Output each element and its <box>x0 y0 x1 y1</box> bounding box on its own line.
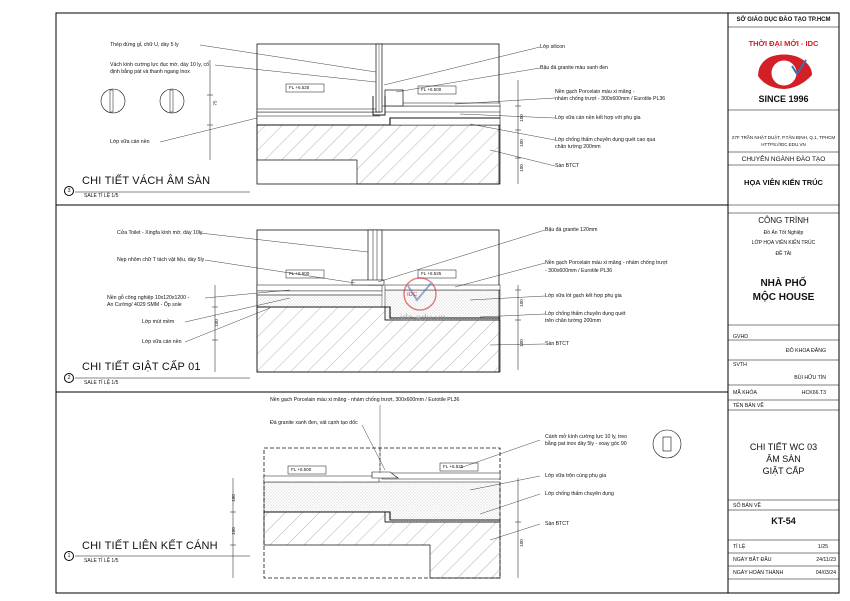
callout-d2-r0: Bậu đá granite 120mm <box>545 227 598 233</box>
tb-project-label: CÔNG TRÌNH <box>758 216 809 225</box>
callout-d1-r0: Cánh mở kính cường lực 10 ly, treo <box>545 434 627 440</box>
dim-d3-0: 75 <box>212 100 218 106</box>
level-d3-0: FL +6.525 <box>289 85 310 90</box>
tb-class-label: MÃ KHÓA <box>733 390 757 396</box>
tb-svth-label: SVTH <box>733 362 747 368</box>
tb-class: HCK66.T3 <box>801 390 826 396</box>
callout-d2-l4: Lớp mút mềm <box>142 319 175 325</box>
tb-sheet-name-line1: CHI TIẾT WC 03 <box>749 442 818 452</box>
callout-d3-r5: Lớp chống thấm chuyên dụng quét cao qua <box>555 137 656 143</box>
tb-topic-line1: NHÀ PHỐ <box>760 278 807 289</box>
tb-project-sub1: Đồ Án Tốt Nghiệp <box>763 230 804 236</box>
tb-topic-line2: MỘC HOUSE <box>752 292 815 303</box>
detail-1-title: CHI TIẾT LIÊN KẾT CÁNH <box>82 540 218 552</box>
watermark-logo-text: IDC <box>407 292 418 298</box>
tb-end-label: NGÀY HOÀN THÀNH <box>733 570 784 576</box>
callout-d3-r2: Nền gạch Porcelain màu xi măng - <box>555 89 635 95</box>
detail-2-scale: SALE TỈ LỆ 1/5 <box>84 380 119 386</box>
dim-d2-1: 100 <box>518 339 524 347</box>
tb-project-sub2: LỚP HỌA VIÊN KIẾN TRÚC <box>751 240 816 246</box>
level-d2-0: FL +6.500 <box>289 271 310 276</box>
tb-website: HTTPS://IDC.EDU.VN <box>761 142 806 147</box>
detail-3-title: CHI TIẾT VÁCH ÂM SÀN <box>82 175 211 187</box>
watermark-url: idc.edu.vn <box>400 313 446 324</box>
callout-d2-l2: Nền gỗ công nghiệp 10x120x1200 - <box>107 295 190 301</box>
callout-d2-l0: Cửa Toilet - Xingfa kính mờ, dày 10ly <box>117 230 203 236</box>
detail-2-title: CHI TIẾT GIẬT CẤP 01 <box>82 361 201 373</box>
tb-training: HỌA VIÊN KIẾN TRÚC <box>744 178 823 187</box>
callout-d3-r0: Lớp silicon <box>540 44 566 50</box>
tb-sheet-no: KT-54 <box>771 516 796 526</box>
level-d1-0: FL +6.500 <box>291 467 312 472</box>
tb-sheet-no-label: SỐ BẢN VẼ <box>733 503 761 509</box>
callout-d3-r6: chân tường 200mm <box>555 144 601 150</box>
level-d1-1: FL +6.525 <box>443 464 464 469</box>
callout-d3-r7: Sàn BTCT <box>555 163 580 169</box>
tb-sheet-name-line3: GIẬT CẤP <box>762 466 805 476</box>
callout-d1-t0: Nền gạch Porcelain màu xi măng - nhám chống trượt, 300x600mm / Eurotile PL36 <box>270 397 460 403</box>
callout-d2-r2: - 300x600mm / Eurotile PL36 <box>545 268 613 274</box>
callout-d2-r6: Sàn BTCT <box>545 341 570 347</box>
callout-d1-r2: Lớp vữa trộn cùng phụ gia <box>545 473 607 479</box>
callout-d3-l1: Vách kính cường lực đục mờ, dày 10 ly, cố <box>110 62 209 68</box>
tb-gvhd-label: GVHD <box>733 334 748 340</box>
tb-start-label: NGÀY BẮT ĐẦU <box>733 557 772 563</box>
callout-d2-l5: Lớp vữa cán nền <box>142 339 182 345</box>
tb-topic-label: ĐỀ TÀI <box>775 251 792 257</box>
detail-1-scale: SALE TỈ LỆ 1/5 <box>84 558 119 564</box>
tb-since: SINCE 1996 <box>758 94 809 104</box>
callout-d2-l3: An Cường/ 4029 SMM - Ốp sole <box>107 302 182 308</box>
tb-logo-text: IDC <box>777 68 791 77</box>
dim-d2-0: 100 <box>518 299 524 307</box>
dim-d2-2: 100 <box>213 319 219 327</box>
detail-1-number: 1 <box>64 551 74 561</box>
tb-end: 04/03/24 <box>815 570 836 576</box>
tb-sheet-name-line2: ÂM SÀN <box>766 454 801 464</box>
callout-d3-r1: Bậu đá granite màu xanh đen <box>540 65 609 71</box>
level-d3-1: FL +6.500 <box>421 87 442 92</box>
callout-d3-r3: nhám chống trượt - 300x600mm / Eurotile PL36 <box>555 96 666 102</box>
callout-d1-r3: Lớp chống thấm chuyên dụng <box>545 491 614 497</box>
tb-school: THỜI ĐẠI MỚI - IDC <box>748 39 819 48</box>
callout-d1-t1: Đá granite xanh đen, vát cạnh tạo dốc <box>270 420 358 426</box>
detail-3-number: 3 <box>64 186 74 196</box>
tb-start: 24/11/23 <box>816 557 836 563</box>
detail-2-number: 2 <box>64 373 74 383</box>
tb-training-label: CHUYÊN NGÀNH ĐÀO TẠO <box>741 156 826 163</box>
callout-d3-l3: Lớp vữa cán nền <box>110 139 150 145</box>
dim-d3-1: 100 <box>518 114 524 122</box>
dim-d1-2: 100 <box>518 539 524 547</box>
callout-d1-r1: bằng pat inox dày 5ly - xoay góc 90 <box>545 441 627 447</box>
callout-d2-l1: Nẹp nhôm chữ T tách vật liệu, dày 5ly <box>117 257 205 263</box>
tb-department: SỞ GIÁO DỤC ĐÀO TẠO TP.HCM <box>736 17 831 23</box>
dim-d3-2: 100 <box>518 139 524 147</box>
tb-address: 27F TRẦN NHẬT DUẬT, P.TÂN ĐỊNH, Q.1, TPHCM <box>731 135 836 140</box>
callout-d2-r4: Lớp chống thấm chuyên dụng quét <box>545 311 626 317</box>
dim-d1-0: 100 <box>230 494 236 502</box>
callout-d3-l2: định bằng pát và thanh ngang Inox <box>110 69 190 75</box>
callout-d2-r5: trên chân tường 200mm <box>545 318 601 324</box>
tb-scale: 1/25 <box>817 544 828 550</box>
callout-d1-r4: Sàn BTCT <box>545 521 570 527</box>
callout-d3-l0: Thép đứng gỉ, chữ U, dày 5 ly <box>110 42 179 48</box>
tb-gvhd: ĐỖ KHOA ĐĂNG <box>785 348 826 354</box>
callout-d3-r4: Lớp vữa cán nền kết hợp với phụ gia <box>555 115 641 121</box>
tb-svth: BÙI HỮU TÍN <box>794 375 826 381</box>
dim-d1-1: 100 <box>230 527 236 535</box>
level-d2-1: FL +6.525 <box>421 271 442 276</box>
dim-d3-3: 100 <box>518 164 524 172</box>
callout-d2-r3: Lớp vữa lót gạch kết hợp phụ gia <box>545 293 622 299</box>
detail-3-scale: SALE TỈ LỆ 1/5 <box>84 193 119 199</box>
tb-sheet-name-label: TÊN BẢN VẼ <box>733 403 764 409</box>
callout-d2-r1: Nền gạch Porcelain màu xi măng - nhám chống trượt <box>545 260 668 266</box>
tb-scale-label: TỈ LỆ <box>733 544 746 550</box>
title-block-lines <box>728 27 839 579</box>
